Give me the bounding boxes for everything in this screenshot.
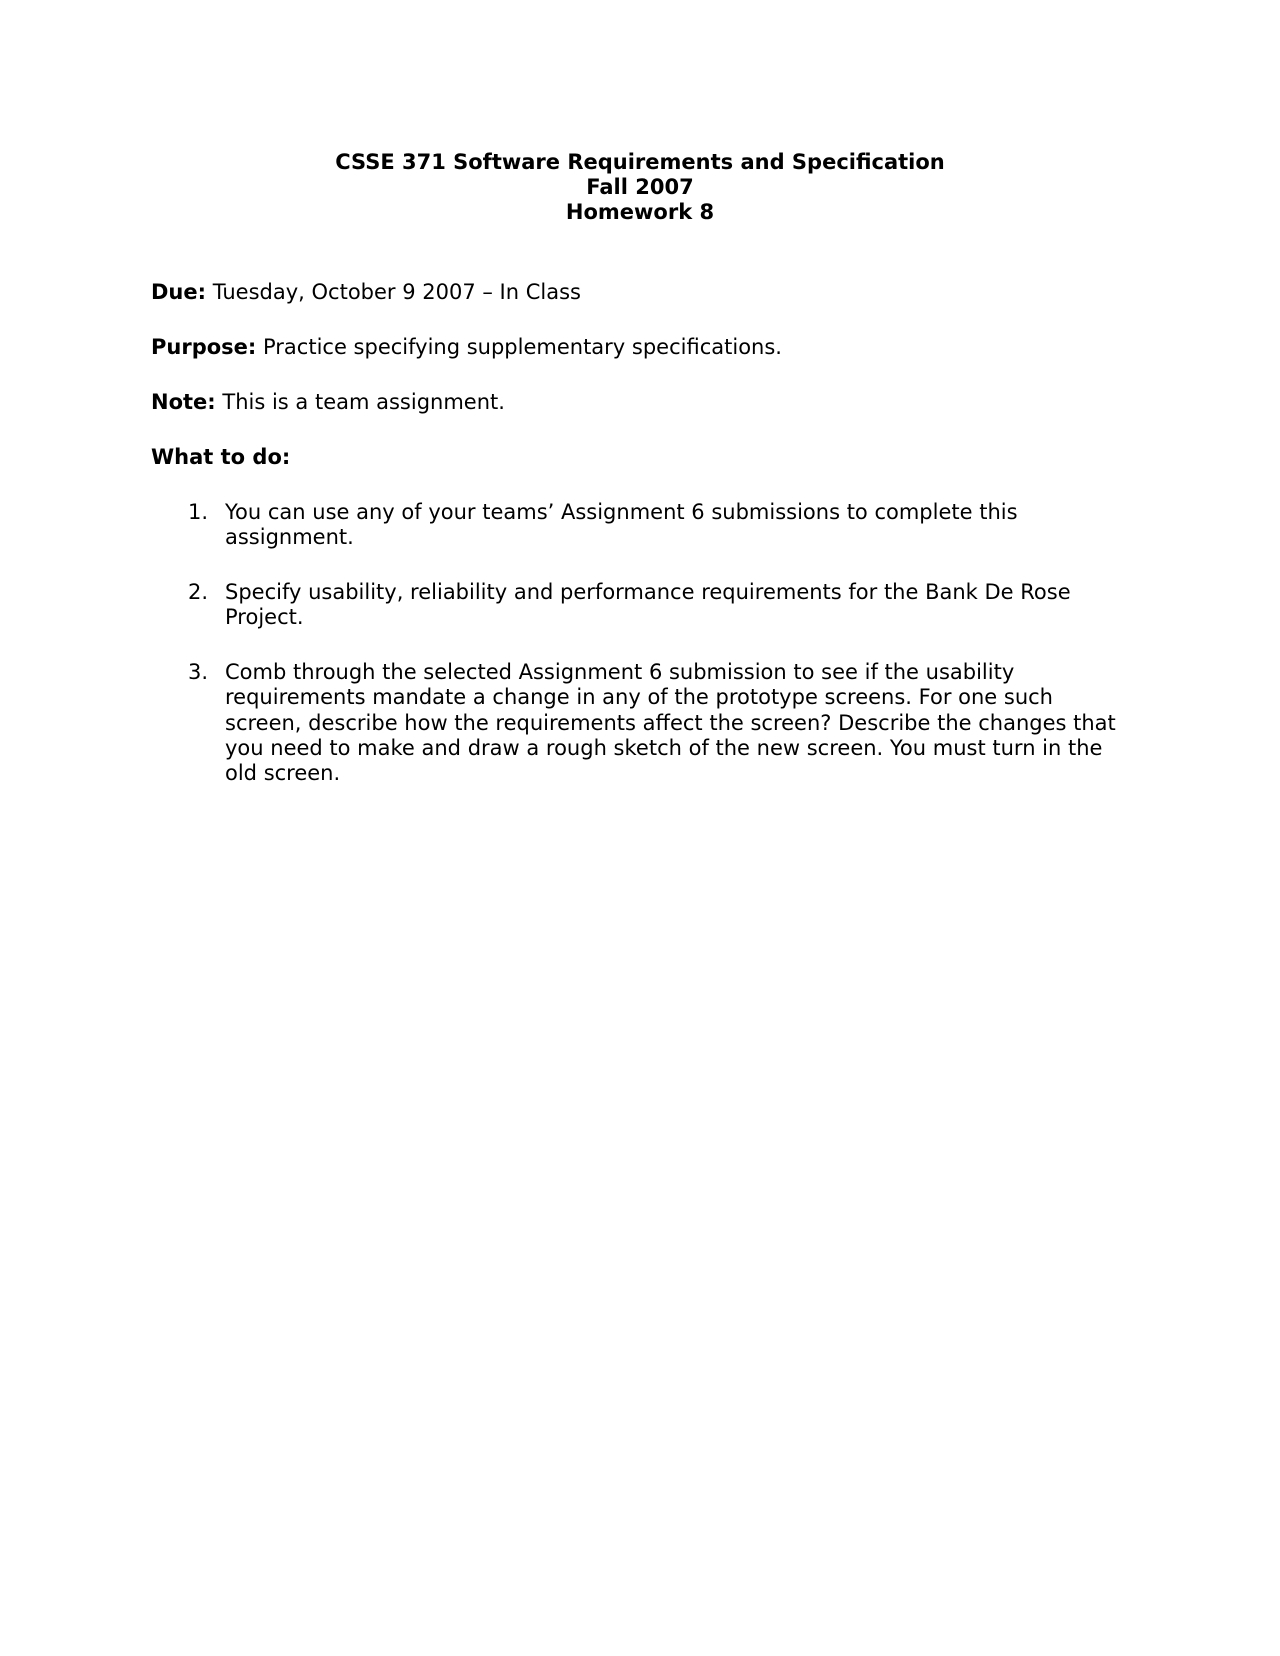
list-item-number: 1. bbox=[188, 500, 209, 524]
course-title: CSSE 371 Software Requirements and Specification bbox=[335, 150, 945, 174]
list-item-text: Specify usability, reliability and performance requirements for the Bank De Rose Project. bbox=[225, 580, 1071, 630]
assignment-title: Homework 8 bbox=[565, 200, 715, 224]
list-item bbox=[188, 580, 1118, 631]
due-value: Tuesday, October 9 2007 – In Class bbox=[212, 280, 581, 304]
purpose-value: Practice specifying supplementary specifications. bbox=[263, 335, 782, 359]
note-value: This is a team assignment. bbox=[222, 390, 505, 414]
list-item-number: 3. bbox=[188, 660, 209, 684]
list-item bbox=[188, 500, 1118, 551]
purpose-label: Purpose: bbox=[151, 335, 257, 359]
note-label: Note: bbox=[151, 390, 216, 414]
due-label: Due: bbox=[151, 280, 207, 304]
purpose-field bbox=[151, 335, 782, 360]
note-field bbox=[151, 390, 505, 415]
document-title-block bbox=[0, 150, 1280, 225]
due-field bbox=[151, 280, 581, 305]
list-item-text: You can use any of your teams’ Assignment 6 submissions to complete this assignment. bbox=[225, 500, 1018, 550]
list-item bbox=[188, 660, 1118, 786]
term-title: Fall 2007 bbox=[586, 175, 694, 199]
what-to-do-heading: What to do: bbox=[151, 445, 291, 469]
list-item-number: 2. bbox=[188, 580, 209, 604]
list-item-text: Comb through the selected Assignment 6 submission to see if the usability requirements mandate a change in any of the prototype screens. For one such screen, describe how the requirements affect the screen? Describe the changes that you need to make and draw a rough sketch of the new screen. You must turn in the old screen. bbox=[225, 660, 1116, 786]
